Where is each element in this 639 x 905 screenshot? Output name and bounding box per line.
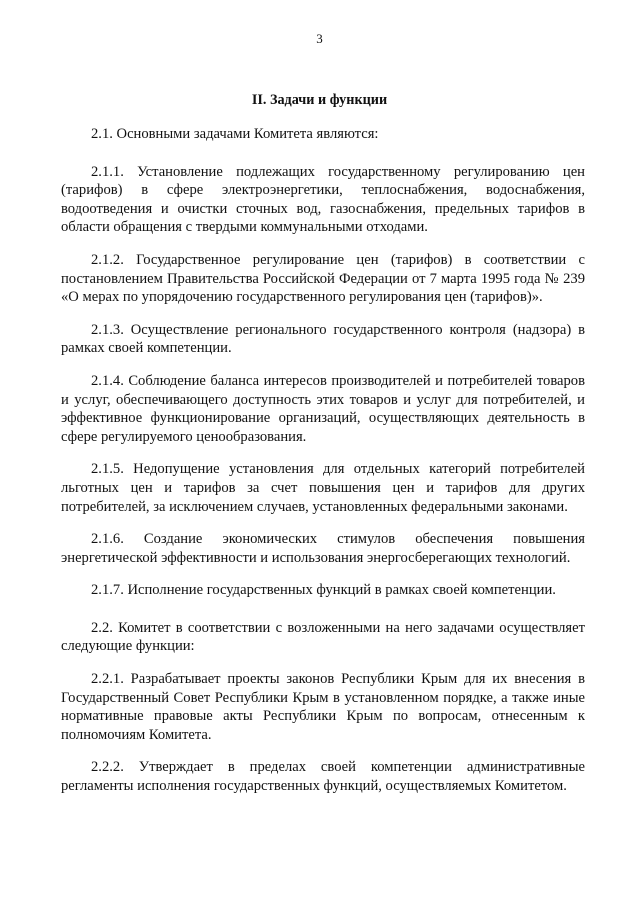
paragraph-2-1-7: 2.1.7. Исполнение государственных функций в рамках своей компетенции. bbox=[91, 582, 556, 599]
paragraph-2-2: 2.2. Комитет в соответствии с возложенными на него задачами осуществляет следующие функции: bbox=[61, 619, 585, 655]
paragraph-2-2-2: 2.2.2. Утверждает в пределах своей компетенции административные регламенты исполнения государственных функций, осуществляемых Комитетом. bbox=[61, 759, 585, 795]
document-body bbox=[61, 125, 585, 796]
paragraph-2-1-1: 2.1.1. Установление подлежащих государственному регулированию цен (тарифов) в сфере электроэнергетики, теплоснабжения, водоснабжения, водоотведения и очистки сточных вод, газоснабжения, предельных тарифов в области обращения с твердыми коммунальными отходами. bbox=[61, 163, 585, 236]
section-title: II. Задачи и функции bbox=[251, 92, 388, 108]
paragraph-2-1-3: 2.1.3. Осуществление регионального государственного контроля (надзора) в рамках своей компетенции. bbox=[61, 321, 585, 357]
paragraph-2-1-2: 2.1.2. Государственное регулирование цен (тарифов) в соответствии с постановлением Правительства Российской Федерации от 7 марта 1995 года № 239 «О мерах по упорядочению государственного регулирования цен (тарифов)». bbox=[61, 251, 585, 306]
paragraph-2-1: 2.1. Основными задачами Комитета являются: bbox=[91, 126, 379, 142]
paragraph-2-1-5: 2.1.5. Недопущение установления для отдельных категорий потребителей льготных цен и тарифов за счет повышения цен и тарифов для других потребителей, за исключением случаев, установленных федеральными законами. bbox=[61, 461, 585, 515]
paragraph-2-1-6: 2.1.6. Создание экономических стимулов обеспечения повышения энергетической эффективности и использования энергосберегающих технологий. bbox=[61, 531, 585, 566]
page-number: 3 bbox=[316, 31, 323, 46]
paragraph-2-1-4: 2.1.4. Соблюдение баланса интересов производителей и потребителей товаров и услуг, обеспечивающего доступность этих товаров и услуг для потребителей, и эффективное функционирование организаций, осуществляющих деятельность в сфере регулируемого ценообразования. bbox=[61, 372, 585, 445]
paragraph-2-2-1: 2.2.1. Разрабатывает проекты законов Республики Крым для их внесения в Государственный Совет Республики Крым в установленном порядке, а также иные нормативные правовые акты Республики Крым по вопросам, отнесенным к полномочиям Комитета. bbox=[61, 671, 585, 743]
